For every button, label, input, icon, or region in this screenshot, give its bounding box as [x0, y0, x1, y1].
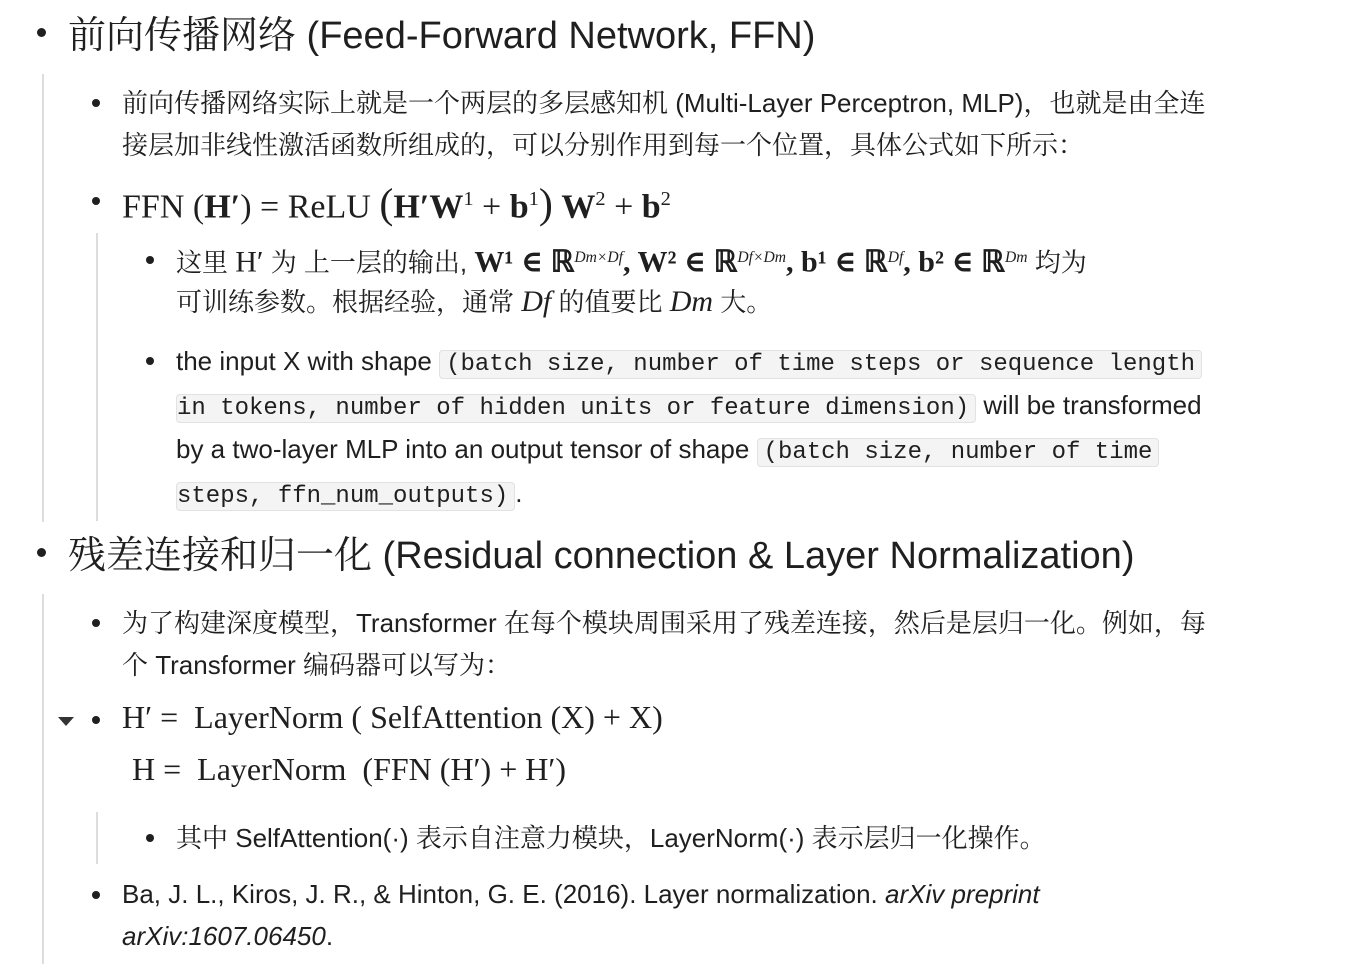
b2-symbol: b [641, 188, 661, 226]
param-note-line1 [176, 236, 1087, 285]
paren: ( [192, 188, 205, 226]
sup: Df×Dm [737, 249, 787, 266]
plus-sign: + [482, 188, 502, 226]
indent-guide [96, 812, 98, 864]
param-note-line2 [176, 280, 772, 324]
bullet [92, 99, 100, 107]
layernorm-equation-2: H = LayerNorm (FFN (H′) + H′) [132, 751, 567, 787]
section-heading-ffn: 前向传播网络 (Feed-Forward Network, FFN) [68, 15, 816, 57]
sup: Dm×Df [574, 249, 623, 266]
text: 为 上一层的输出, [263, 247, 475, 278]
reference-line1 [122, 873, 1040, 915]
text: . [325, 921, 334, 951]
indent-guide [96, 233, 98, 521]
inline-code: steps, ffn_num_outputs) [176, 482, 515, 511]
relu-label: ReLU [287, 188, 371, 226]
inline-code: in tokens, number of hidden units or feature dimension) [176, 394, 976, 423]
indent-guide [42, 594, 44, 964]
shape-line1 [176, 339, 1202, 387]
shape-line4 [176, 471, 523, 519]
text: 可训练参数。根据经验，通常 [176, 287, 522, 317]
w2-domain: , W² ∈ ℝ [622, 245, 738, 279]
bullet [37, 548, 46, 557]
df-symbol: Df [521, 285, 552, 318]
w1-symbol: W [429, 188, 464, 226]
text: 均为 [1027, 247, 1087, 278]
bullet [37, 28, 46, 37]
text: 这里 [176, 247, 236, 278]
bullet [92, 716, 100, 724]
text: arXiv preprint [884, 879, 1040, 909]
sup: Dm [1004, 249, 1028, 266]
bullet [92, 891, 100, 899]
ffn-description-line1: 前向传播网络实际上就是一个两层的多层感知机 (Multi-Layer Perceptron, MLP)，也就是由全连 [122, 88, 1206, 118]
section-heading-residual: 残差连接和归一化 (Residual connection & Layer Normalization) [68, 535, 1135, 577]
sup: 2 [660, 188, 671, 210]
ffn-formula: FFN (H′) = ReLU $(H'W^1 + b^1) W^2 + b^2$ [122, 181, 671, 228]
h-prime: H′ [393, 188, 430, 226]
sup: 1 [528, 188, 539, 210]
text: arXiv:1607.06450 [122, 921, 326, 951]
inline-code: (batch size, number of time steps or sequence length [439, 350, 1202, 379]
text: Ba, J. L., Kiros, J. R., & Hinton, G. E. (2016). Layer normalization. [122, 879, 885, 909]
paren: ) [240, 188, 252, 226]
shape-line2 [176, 383, 1202, 431]
bullet [146, 834, 154, 842]
text: . [515, 478, 523, 508]
bullet [92, 197, 100, 205]
shape-line3 [176, 427, 1159, 475]
h-prime: H′ [235, 245, 264, 279]
text: will be transformed [983, 390, 1202, 420]
residual-description-line1: 为了构建深度模型，Transformer 在每个模块周围采用了残差连接，然后是层归一化。例如，每 [122, 608, 1206, 638]
operators-note: 其中 SelfAttention(·) 表示自注意力模块，LayerNorm(·) 表示层归一化操作。 [176, 823, 1046, 853]
sup: 1 [463, 188, 474, 210]
text: 的值要比 [551, 287, 670, 317]
collapse-toggle-icon[interactable] [58, 717, 74, 726]
h-prime: H′ [204, 188, 241, 226]
indent-guide [42, 74, 44, 522]
text: by a two-layer MLP into an output tensor of shape [176, 434, 750, 464]
dm-symbol: Dm [669, 285, 714, 318]
equals-sign: = [260, 188, 280, 226]
ffn-label: FFN [122, 188, 185, 226]
sup: Df [887, 249, 904, 266]
reference-line2 [122, 915, 333, 957]
inline-code: (batch size, number of time [757, 438, 1160, 467]
b1-symbol: b [509, 188, 529, 226]
layernorm-equation-1: H′ = LayerNorm ( SelfAttention (X) + X) [122, 699, 663, 735]
bullet [146, 357, 154, 365]
residual-description-line2: 个 Transformer 编码器可以写为： [122, 650, 512, 680]
plus-sign: + [614, 188, 634, 226]
sup: 2 [595, 188, 606, 210]
b2-domain: , b² ∈ ℝ [903, 245, 1005, 279]
text: the input X with shape [176, 346, 432, 376]
b1-domain: , b¹ ∈ ℝ [786, 245, 888, 279]
w1-domain: W¹ ∈ ℝ [474, 245, 575, 279]
w2-symbol: W [561, 188, 596, 226]
bullet [146, 256, 154, 264]
text: 大。 [713, 287, 773, 317]
ffn-description-line2: 接层加非线性激活函数所组成的，可以分别作用到每一个位置，具体公式如下所示： [122, 130, 1085, 160]
bullet [92, 619, 100, 627]
